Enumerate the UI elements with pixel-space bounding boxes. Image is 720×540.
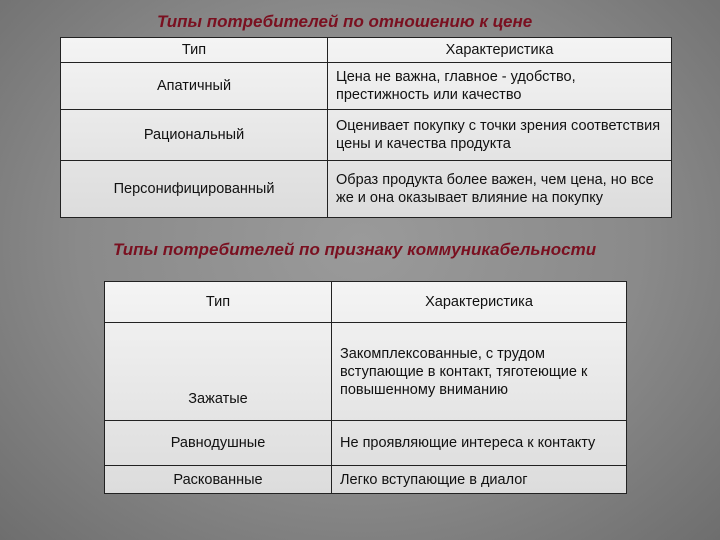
type-cell: Равнодушные (105, 421, 332, 466)
table-row (61, 63, 672, 110)
table-header-row (105, 282, 627, 323)
table-row (61, 161, 672, 218)
communicability-types-title: Типы потребителей по признаку коммуникабельности (113, 240, 597, 259)
characteristic-cell: Легко вступающие в диалог (332, 466, 627, 494)
price-types-title: Типы потребителей по отношению к цене (157, 12, 533, 31)
type-cell: Рациональный (61, 110, 328, 161)
characteristic-cell: Образ продукта более важен, чем цена, но все же и она оказывает влияние на покупку (328, 161, 672, 218)
type-cell: Апатичный (61, 63, 328, 110)
header-type: Тип (105, 282, 332, 323)
characteristic-cell: Оценивает покупку с точки зрения соответствия цены и качества продукта (328, 110, 672, 161)
price-types-table (60, 37, 672, 218)
table-row (61, 110, 672, 161)
type-cell: Зажатые (105, 323, 332, 421)
characteristic-cell: Цена не важна, главное - удобство, престижность или качество (328, 63, 672, 110)
communicability-types-table (104, 281, 627, 494)
header-type: Тип (61, 38, 328, 63)
table-row (105, 323, 627, 421)
table-row (105, 466, 627, 494)
header-characteristic: Характеристика (332, 282, 627, 323)
type-cell: Раскованные (105, 466, 332, 494)
header-characteristic: Характеристика (328, 38, 672, 63)
characteristic-cell: Закомплексованные, с трудом вступающие в контакт, тяготеющие к повышенному вниманию (332, 323, 627, 421)
characteristic-cell: Не проявляющие интереса к контакту (332, 421, 627, 466)
table-header-row (61, 38, 672, 63)
table-row (105, 421, 627, 466)
type-cell: Персонифицированный (61, 161, 328, 218)
